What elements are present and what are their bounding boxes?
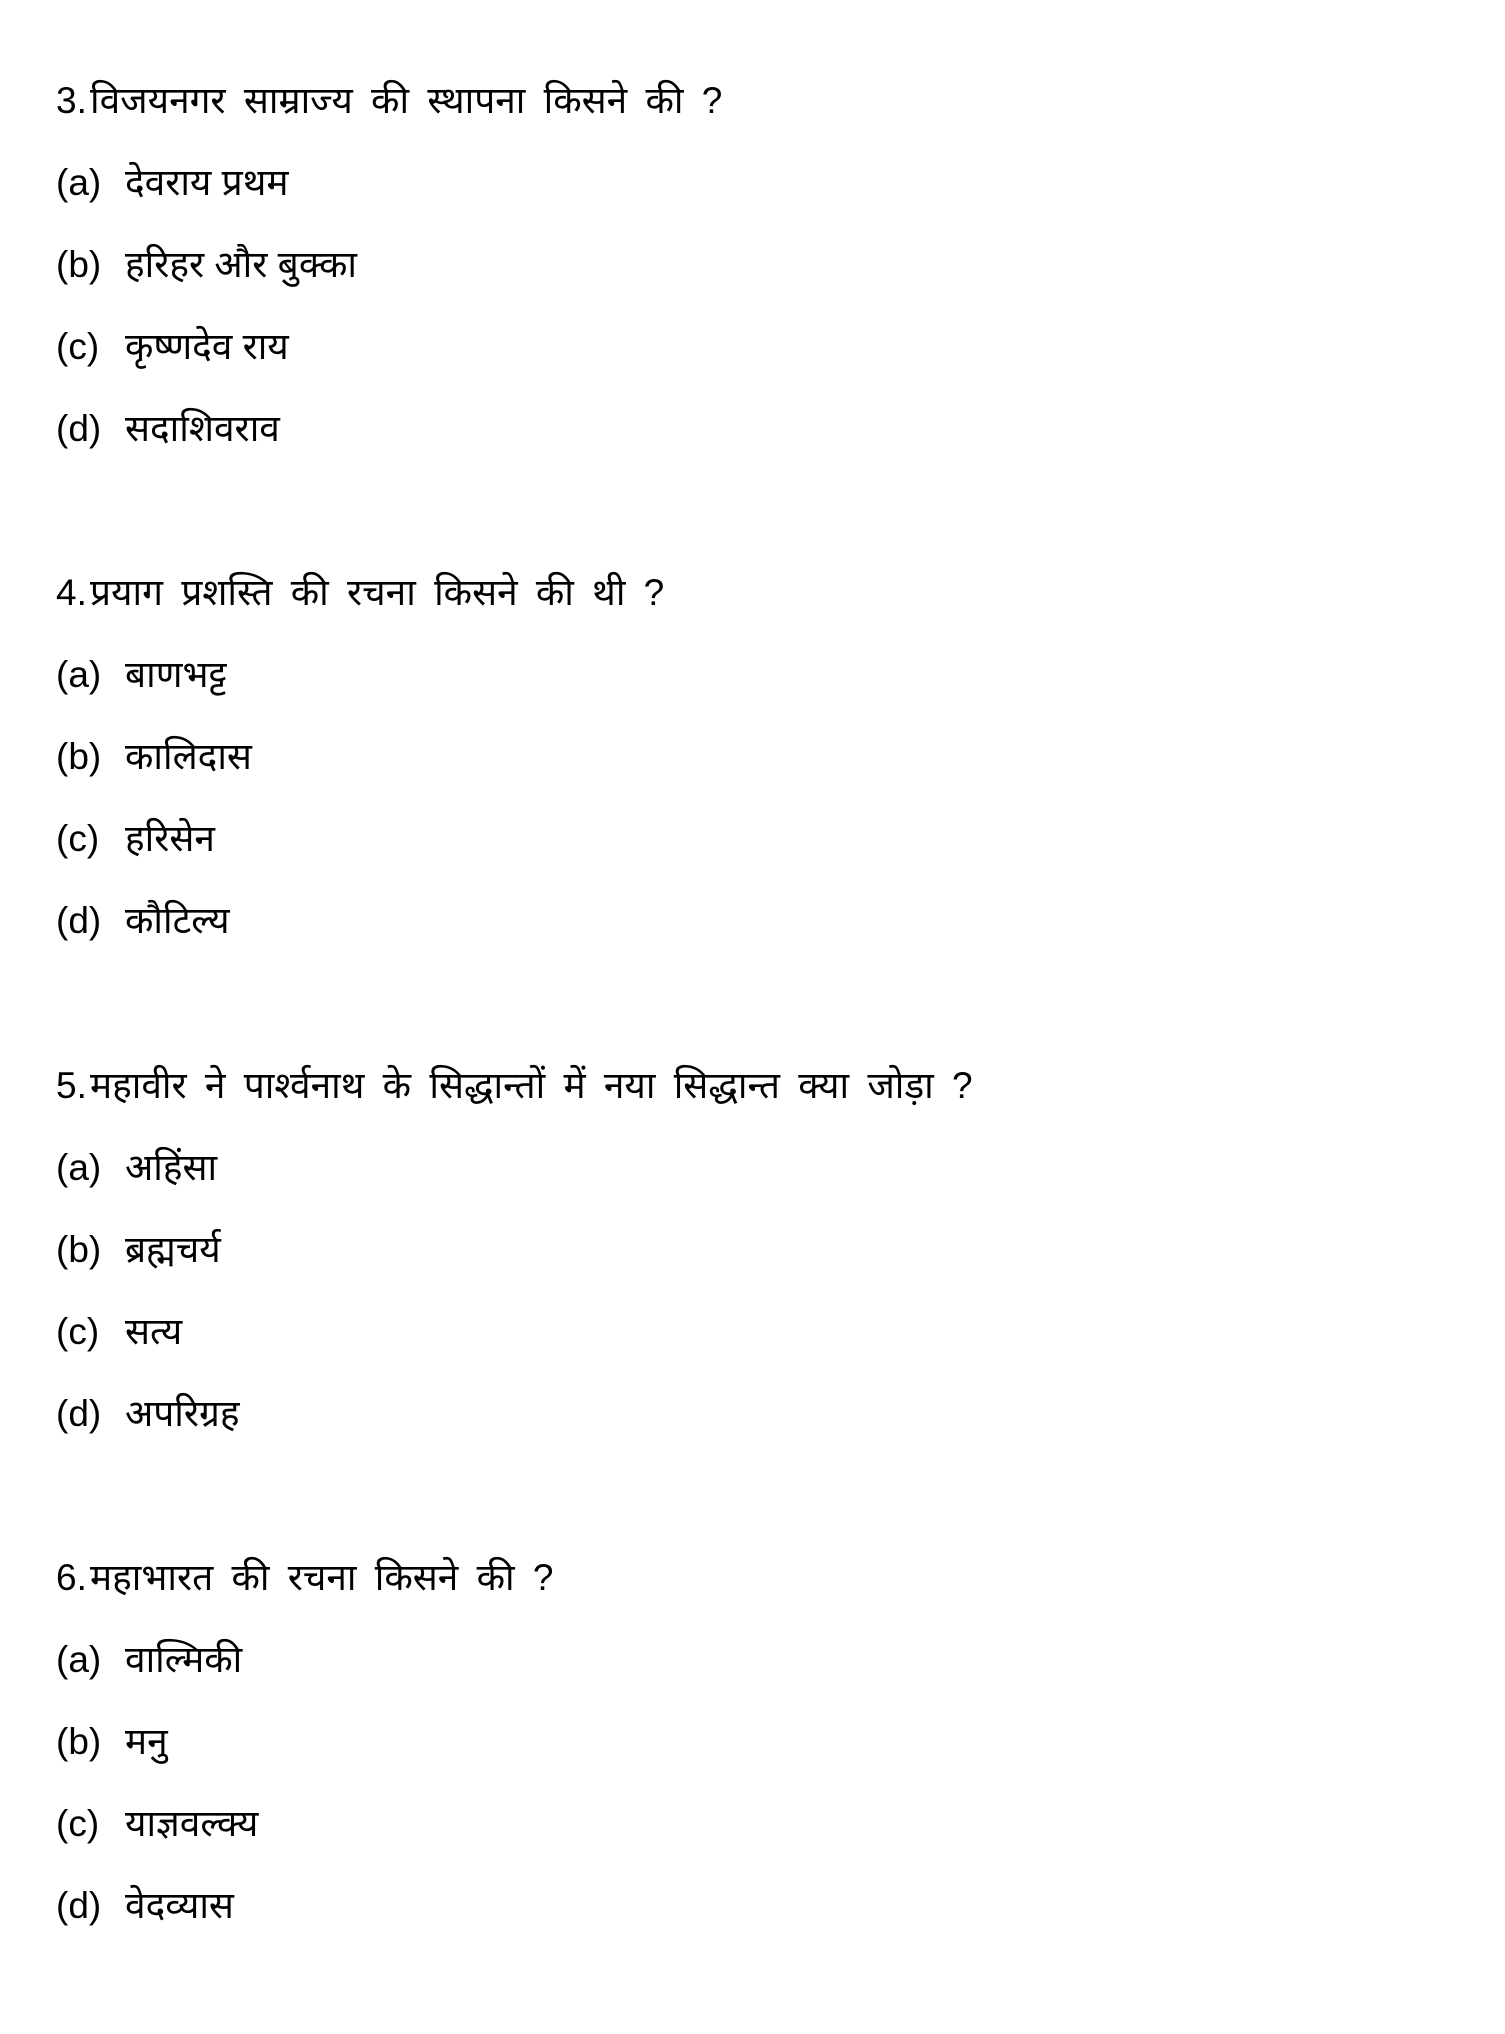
question-block xyxy=(56,1537,1476,1947)
question-stem: महावीर ने पार्श्वनाथ के सिद्धान्तों में नया सिद्धान्त क्या जोड़ा ? xyxy=(90,1065,973,1106)
option-text: बाणभट्ट xyxy=(125,654,227,695)
option-label: (a) xyxy=(56,1639,102,1680)
answer-option xyxy=(56,634,1476,716)
option-text: सत्य xyxy=(125,1311,183,1352)
option-label: (c) xyxy=(56,326,100,367)
answer-option xyxy=(56,1619,1476,1701)
question-number: 5. xyxy=(56,1065,87,1106)
option-label: (a) xyxy=(56,1147,102,1188)
answer-option xyxy=(56,1701,1476,1783)
option-text: मनु xyxy=(125,1721,168,1762)
option-text: ब्रह्मचर्य xyxy=(125,1229,221,1270)
answer-option xyxy=(56,1373,1476,1455)
option-label: (b) xyxy=(56,736,102,777)
question-text xyxy=(56,60,1476,142)
question-number: 6. xyxy=(56,1557,87,1598)
option-label: (c) xyxy=(56,1311,100,1352)
option-label: (a) xyxy=(56,162,102,203)
question-text xyxy=(56,552,1476,634)
option-text: सदाशिवराव xyxy=(125,408,280,449)
option-text: याज्ञवल्क्य xyxy=(125,1803,259,1844)
option-text: वेदव्यास xyxy=(125,1885,234,1926)
question-block xyxy=(56,552,1476,962)
question-text xyxy=(56,1045,1476,1127)
question-stem: प्रयाग प्रशस्ति की रचना किसने की थी ? xyxy=(90,572,665,613)
option-text: कालिदास xyxy=(125,736,252,777)
option-label: (b) xyxy=(56,1229,102,1270)
option-label: (c) xyxy=(56,818,100,859)
answer-option xyxy=(56,798,1476,880)
answer-option xyxy=(56,1127,1476,1209)
option-label: (d) xyxy=(56,1393,102,1434)
answer-option xyxy=(56,880,1476,962)
option-text: देवराय प्रथम xyxy=(125,162,289,203)
option-text: अपरिग्रह xyxy=(125,1393,240,1434)
option-text: कौटिल्य xyxy=(125,900,230,941)
question-stem: महाभारत की रचना किसने की ? xyxy=(90,1557,554,1598)
answer-option xyxy=(56,716,1476,798)
option-text: अहिंसा xyxy=(125,1147,218,1188)
option-text: हरिहर और बुक्का xyxy=(125,244,357,285)
question-block xyxy=(56,60,1476,470)
answer-option xyxy=(56,1783,1476,1865)
option-label: (b) xyxy=(56,1721,102,1762)
option-text: वाल्मिकी xyxy=(125,1639,243,1680)
answer-option xyxy=(56,306,1476,388)
option-label: (a) xyxy=(56,654,102,695)
answer-option xyxy=(56,224,1476,306)
answer-option xyxy=(56,388,1476,470)
option-label: (d) xyxy=(56,900,102,941)
option-label: (b) xyxy=(56,244,102,285)
option-label: (c) xyxy=(56,1803,100,1844)
question-text xyxy=(56,1537,1476,1619)
question-block xyxy=(56,1045,1476,1455)
question-number: 3. xyxy=(56,80,87,121)
question-stem: विजयनगर साम्राज्य की स्थापना किसने की ? xyxy=(90,80,723,121)
option-label: (d) xyxy=(56,1885,102,1926)
option-text: कृष्णदेव राय xyxy=(125,326,289,367)
answer-option xyxy=(56,142,1476,224)
question-number: 4. xyxy=(56,572,87,613)
answer-option xyxy=(56,1291,1476,1373)
option-label: (d) xyxy=(56,408,102,449)
option-text: हरिसेन xyxy=(125,818,215,859)
answer-option xyxy=(56,1865,1476,1947)
answer-option xyxy=(56,1209,1476,1291)
